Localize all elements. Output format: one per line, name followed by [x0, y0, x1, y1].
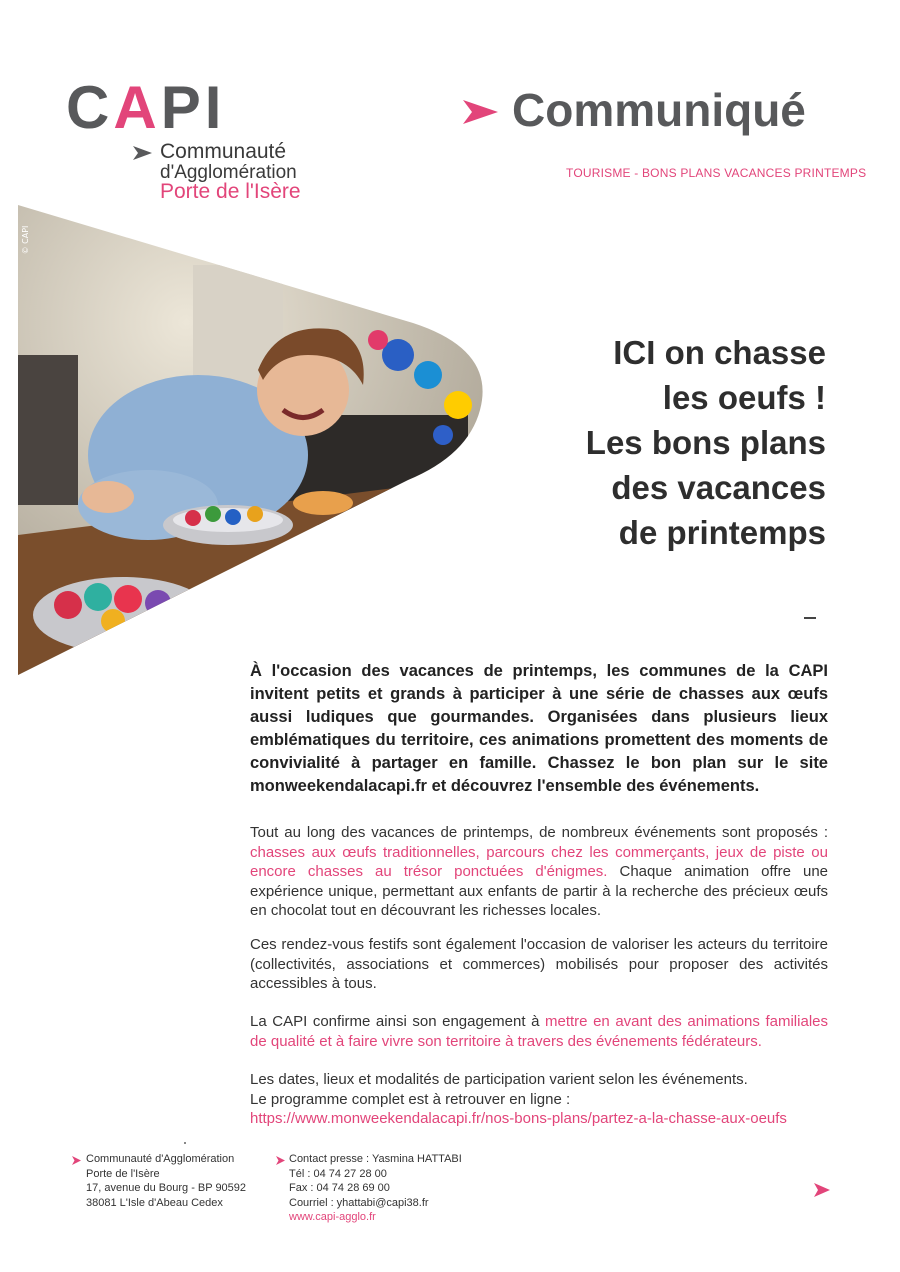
headline-line-2: les oeufs !	[662, 379, 826, 416]
headline	[486, 330, 826, 555]
paragraph-1-highlight: chasses aux œufs traditionnelles, parcours chez les commerçants, jeux de piste ou encore chasses au trésor ponctuées d'énigmes.	[250, 843, 828, 880]
logo-chevron-icon	[132, 145, 154, 161]
address-chevron-icon	[72, 1156, 81, 1165]
logo-line-porte-isere: Porte de l'Isère	[160, 180, 301, 203]
footer-contact: Contact presse : Yasmina HATTABI Tél : 04 74 27 28 00 Fax : 04 74 28 69 00 Courriel : yhattabi@capi38.fr www.capi-agglo.fr	[289, 1153, 462, 1223]
child-easter-photo	[18, 205, 498, 675]
decorative-dash	[804, 617, 816, 619]
photo-credit	[20, 210, 36, 270]
paragraph-1: Tout au long des vacances de printemps, de nombreux événements sont proposés : chasses aux œufs traditionnelles, parcours chez les commerçants, jeux de piste ou encore chasses au trésor ponctuées d'énigmes. Chaque animation offre une expérience unique, permettant aux enfants de partir à la recherche des précieux œufs en chocolat tout en découvrant les richesses locales.	[250, 824, 828, 919]
logo-line-agglomeration: d'Agglomération	[160, 162, 297, 183]
logo-letter-a: A	[113, 74, 161, 141]
paragraph-4: Les dates, lieux et modalités de participation varient selon les événements. Le programme complet est à retrouver en ligne : https://www.monweekendalacapi.fr/nos-bons-plans/partez-a-la-chasse-aux-oeufs	[250, 1070, 828, 1129]
svg-text:© CAPI: © CAPI	[21, 225, 30, 255]
headline-line-1: ICI on chasse	[613, 334, 826, 371]
paragraph-3-highlight: mettre en avant des animations familiales de qualité et à faire vivre son territoire à travers des événements fédérateurs.	[250, 1013, 828, 1050]
website-link[interactable]: www.capi-agglo.fr	[289, 1211, 376, 1223]
lead-paragraph: À l'occasion des vacances de printemps, les communes de la CAPI invitent petits et grands à participer à une série de chasses aux œufs aussi ludiques que gourmandes. Organisées dans plusieurs lieux emblématiques du territoire, ces animations promettent des moments de convivialité à partager en famille. Chassez le bon plan sur le site monweekendalacapi.fr et découvrez l'ensemble des événements.	[250, 662, 828, 795]
headline-line-4: des vacances	[611, 469, 826, 506]
paragraph-2: Ces rendez-vous festifs sont également l'occasion de valoriser les acteurs du territoire (collectivités, associations et commerces) mobilisés pour proposer des activités accessibles à tous.	[250, 936, 828, 992]
footer-address: Communauté d'Agglomération Porte de l'Isère 17, avenue du Bourg - BP 90592 38081 L'Isle d'Abeau Cedex	[86, 1153, 247, 1209]
paragraph-3: La CAPI confirme ainsi son engagement à mettre en avant des animations familiales de qualité et à faire vivre son territoire à travers des événements fédérateurs.	[250, 1013, 828, 1050]
capi-logo-wordmark	[66, 74, 226, 141]
communique-chevron-icon	[462, 98, 500, 126]
headline-line-3: Les bons plans	[585, 424, 826, 461]
logo-letters-pi: PI	[160, 74, 226, 141]
logo-line-communaute: Communauté	[160, 140, 287, 163]
contact-email[interactable]: Courriel : yhattabi@capi38.fr	[289, 1196, 429, 1209]
communique-subhead: TOURISME - BONS PLANS VACANCES PRINTEMPS	[566, 166, 867, 180]
program-link[interactable]: https://www.monweekendalacapi.fr/nos-bons-plans/partez-a-la-chasse-aux-oeufs	[250, 1110, 787, 1127]
contact-chevron-icon	[276, 1156, 285, 1165]
logo-letter-c: C	[66, 74, 114, 141]
decorative-tick	[184, 1142, 186, 1144]
communique-title: Communiqué	[512, 84, 806, 136]
footer-chevron-icon	[814, 1183, 830, 1197]
headline-line-5: de printemps	[618, 514, 826, 551]
